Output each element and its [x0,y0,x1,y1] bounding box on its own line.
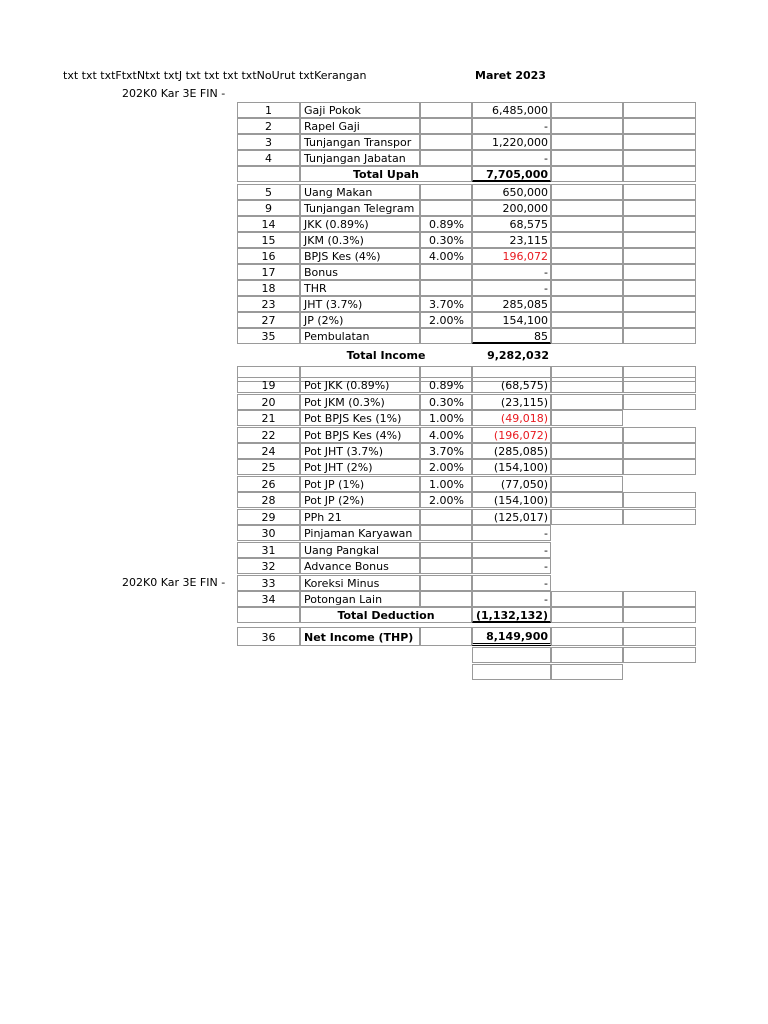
row-number: 18 [237,280,300,296]
row-amount: (77,050) [472,476,551,492]
empty-cell [623,134,696,150]
row-number: 30 [237,525,300,541]
row-percent: 3.70% [420,296,472,312]
row-amount: 68,575 [472,216,551,232]
row-percent [420,150,472,166]
row-description: Pot JHT (2%) [300,459,420,475]
row-number: 33 [237,575,300,591]
empty-cell [551,134,623,150]
empty-cell [237,166,300,182]
empty-cell [551,166,623,182]
empty-cell [623,184,696,200]
empty-cell [551,647,623,663]
empty-cell [551,443,623,459]
row-amount: (196,072) [472,427,551,443]
row-amount: 196,072 [472,248,551,264]
empty-cell [420,627,472,646]
row-percent [420,200,472,216]
row-amount: - [472,575,551,591]
empty-cell [623,492,696,508]
row-percent [420,280,472,296]
empty-cell [623,216,696,232]
row-amount: - [472,150,551,166]
empty-cell [551,627,623,646]
row-number: 31 [237,542,300,558]
total-income-value: 9,282,032 [487,349,549,362]
row-number: 28 [237,492,300,508]
empty-cell [551,296,623,312]
empty-cell [623,296,696,312]
row-amount: 650,000 [472,184,551,200]
empty-cell [551,410,623,426]
row-amount: 6,485,000 [472,102,551,118]
empty-cell [623,312,696,328]
row-number: 15 [237,232,300,248]
row-number: 16 [237,248,300,264]
row-number: 9 [237,200,300,216]
row-number: 1 [237,102,300,118]
row-number: 5 [237,184,300,200]
row-number: 26 [237,476,300,492]
empty-cell [551,476,623,492]
row-amount: 23,115 [472,232,551,248]
row-description: BPJS Kes (4%) [300,248,420,264]
row-description: Advance Bonus [300,558,420,574]
row-percent [420,509,472,525]
row-number: 2 [237,118,300,134]
row-amount: - [472,558,551,574]
row-percent: 3.70% [420,443,472,459]
period-title: Maret 2023 [475,69,546,82]
row-description: Pot JP (1%) [300,476,420,492]
row-percent: 2.00% [420,459,472,475]
row-description: Tunjangan Jabatan [300,150,420,166]
row-number: 14 [237,216,300,232]
row-description: Pot JP (2%) [300,492,420,508]
row-amount: (285,085) [472,443,551,459]
employee-code-top: 202K0 Kar 3E FIN - [122,87,226,100]
row-number: 23 [237,296,300,312]
empty-cell [623,647,696,663]
empty-cell [623,627,696,646]
row-description: Rapel Gaji [300,118,420,134]
row-number: 17 [237,264,300,280]
row-description: Pinjaman Karyawan [300,525,420,541]
row-percent: 0.30% [420,394,472,410]
empty-cell [623,264,696,280]
row-percent [420,558,472,574]
empty-cell [623,443,696,459]
empty-cell [551,118,623,134]
row-number: 24 [237,443,300,459]
row-description: THR [300,280,420,296]
row-percent: 4.00% [420,427,472,443]
row-amount: - [472,118,551,134]
empty-cell [551,184,623,200]
row-percent: 1.00% [420,476,472,492]
empty-cell [623,150,696,166]
empty-cell [623,591,696,607]
row-amount: (154,100) [472,459,551,475]
row-description: Gaji Pokok [300,102,420,118]
empty-cell [623,459,696,475]
row-number: 25 [237,459,300,475]
row-description: Koreksi Minus [300,575,420,591]
empty-cell [551,200,623,216]
empty-cell [551,248,623,264]
row-description: Pembulatan [300,328,420,344]
empty-cell [237,607,300,623]
empty-cell [551,459,623,475]
row-description: Pot JHT (3.7%) [300,443,420,459]
row-description: Pot BPJS Kes (4%) [300,427,420,443]
row-percent: 0.30% [420,232,472,248]
empty-cell [551,492,623,508]
net-income-label: Net Income (THP) [300,627,420,646]
row-amount: (68,575) [472,377,551,393]
row-number: 3 [237,134,300,150]
row-description: JKK (0.89%) [300,216,420,232]
row-percent [420,102,472,118]
row-number: 32 [237,558,300,574]
row-number: 35 [237,328,300,344]
empty-cell [551,607,623,623]
row-amount: - [472,591,551,607]
row-percent: 2.00% [420,312,472,328]
row-percent [420,184,472,200]
row-description: JKM (0.3%) [300,232,420,248]
row-amount: 285,085 [472,296,551,312]
row-description: Pot JKK (0.89%) [300,377,420,393]
empty-cell [623,118,696,134]
empty-cell [623,509,696,525]
empty-cell [623,607,696,623]
row-description: Pot BPJS Kes (1%) [300,410,420,426]
row-percent [420,575,472,591]
row-percent: 2.00% [420,492,472,508]
row-description: Pot JKM (0.3%) [300,394,420,410]
row-description: Bonus [300,264,420,280]
empty-cell [551,312,623,328]
row-amount: 200,000 [472,200,551,216]
row-percent [420,328,472,344]
row-percent [420,134,472,150]
row-percent: 1.00% [420,410,472,426]
row-amount: (23,115) [472,394,551,410]
row-number: 27 [237,312,300,328]
empty-cell [551,264,623,280]
row-number: 20 [237,394,300,410]
empty-cell [551,216,623,232]
row-number: 4 [237,150,300,166]
empty-cell [623,328,696,344]
empty-cell [551,232,623,248]
empty-cell [623,280,696,296]
row-percent: 0.89% [420,216,472,232]
empty-cell [551,328,623,344]
row-percent [420,118,472,134]
empty-cell [623,102,696,118]
total-upah-value: 7,705,000 [472,166,551,182]
row-description: Tunjangan Transpor [300,134,420,150]
empty-cell [623,232,696,248]
total-deduction-value: (1,132,132) [472,607,551,623]
row-number: 22 [237,427,300,443]
row-number: 19 [237,377,300,393]
empty-cell [472,664,551,680]
row-amount: - [472,264,551,280]
row-amount: - [472,280,551,296]
row-percent: 0.89% [420,377,472,393]
row-percent [420,264,472,280]
total-deduction-label: Total Deduction [300,607,472,623]
row-description: PPh 21 [300,509,420,525]
row-amount: (49,018) [472,410,551,426]
row-amount: - [472,542,551,558]
empty-cell [623,166,696,182]
empty-cell [623,394,696,410]
empty-cell [551,280,623,296]
row-description: JP (2%) [300,312,420,328]
empty-cell [551,509,623,525]
empty-cell [551,394,623,410]
row-amount: (154,100) [472,492,551,508]
row-description: Tunjangan Telegram [300,200,420,216]
row-amount: (125,017) [472,509,551,525]
total-upah-label: Total Upah [300,166,472,182]
empty-cell [551,377,623,393]
row-percent [420,591,472,607]
net-income-number: 36 [237,627,300,646]
row-percent: 4.00% [420,248,472,264]
row-amount: 154,100 [472,312,551,328]
row-description: JHT (3.7%) [300,296,420,312]
empty-cell [551,664,623,680]
row-number: 29 [237,509,300,525]
total-income-label: Total Income [346,349,426,362]
row-amount: - [472,525,551,541]
empty-cell [551,102,623,118]
row-description: Potongan Lain [300,591,420,607]
net-income-value: 8,149,900 [472,627,551,646]
row-description: Uang Pangkal [300,542,420,558]
row-amount: 1,220,000 [472,134,551,150]
row-percent [420,525,472,541]
row-percent [420,542,472,558]
empty-cell [472,647,551,663]
row-number: 21 [237,410,300,426]
employee-code-bottom: 202K0 Kar 3E FIN - [122,576,226,589]
row-amount: 85 [472,328,551,344]
empty-cell [551,150,623,166]
empty-cell [551,591,623,607]
row-description: Uang Makan [300,184,420,200]
column-header-text: txt txt txtFtxtNtxt txtJ txt txt txt txtNoUrut txtKerangan [63,69,367,82]
empty-cell [551,427,623,443]
empty-cell [623,427,696,443]
empty-cell [623,200,696,216]
empty-cell [623,248,696,264]
empty-cell [623,377,696,393]
row-number: 34 [237,591,300,607]
